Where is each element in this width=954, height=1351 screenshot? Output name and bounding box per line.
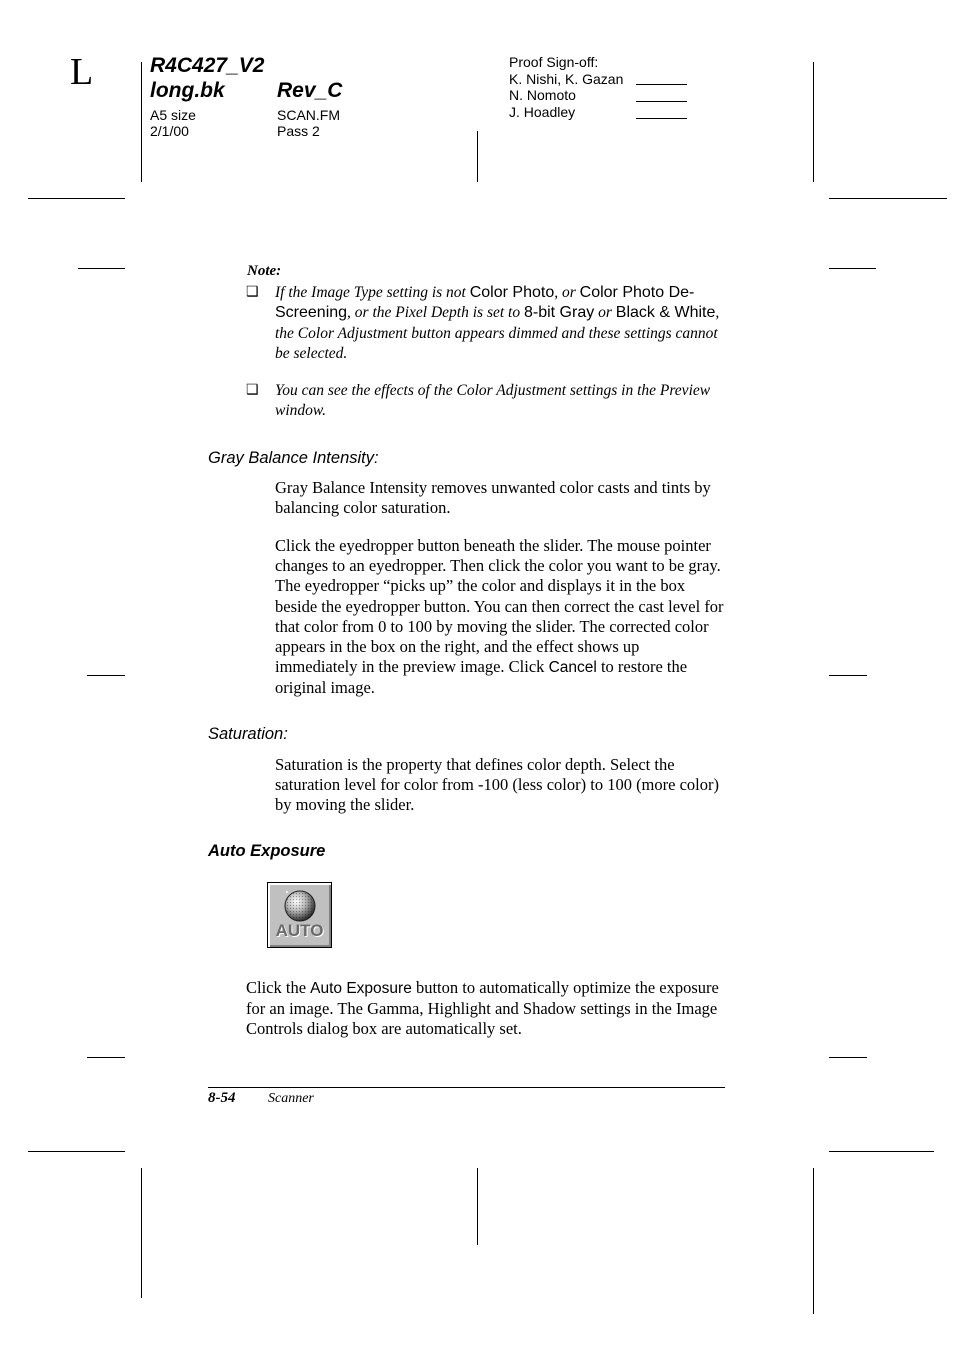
signoff-line-1 xyxy=(636,84,687,85)
note-item-1 xyxy=(275,283,725,364)
crop-mark-right-3 xyxy=(829,1057,867,1058)
revision: Rev_C xyxy=(277,79,343,102)
corner-letter: L xyxy=(70,51,94,93)
signoff-title: Proof Sign-off: xyxy=(509,54,599,70)
ui-term-black-white: Black & White xyxy=(615,304,716,322)
ui-term-cancel: Cancel xyxy=(548,659,597,677)
crop-mark-bottom-left-vertical xyxy=(141,1168,142,1298)
crop-mark-top-left-horizontal xyxy=(28,198,125,199)
note-item-2: You can see the effects of the Color Adjustment settings in the Preview window. xyxy=(275,382,711,420)
crop-mark-right-2 xyxy=(829,675,867,676)
auto-exposure-button[interactable] xyxy=(267,882,332,948)
doc-code: R4C427_V2 xyxy=(150,54,265,77)
crop-mark-left-2 xyxy=(87,675,125,676)
note-item-1-text-5: , the Color Adjustment button appears dimmed and these settings cannot be selected. xyxy=(275,304,720,362)
ui-term-color-photo-descreening: Color Photo De-Screening xyxy=(275,284,695,322)
note-bullet-1: ❑ xyxy=(246,285,259,300)
crop-mark-top-left-vertical xyxy=(141,62,142,182)
gray-balance-para-1: Gray Balance Intensity removes unwanted color casts and tints by balancing color saturation. xyxy=(275,478,711,518)
gray-balance-heading: Gray Balance Intensity: xyxy=(208,449,379,467)
auto-exposure-para-text-a: Click the xyxy=(246,978,311,997)
note-bullet-2: ❑ xyxy=(246,383,259,398)
auto-exposure-ball-icon xyxy=(283,889,317,923)
crop-mark-bottom-center-vertical xyxy=(477,1168,478,1245)
pass-number: Pass 2 xyxy=(277,123,320,139)
saturation-para: Saturation is the property that defines color depth. Select the saturation level for color from -100 (less color) to 100 (more color) by moving the slider. xyxy=(275,755,719,815)
crop-mark-top-center-vertical xyxy=(477,131,478,182)
book-name: long.bk xyxy=(150,79,225,102)
note-item-1-text-1: If the Image Type setting is not xyxy=(275,284,470,301)
note-item-1-text-2: , or xyxy=(554,284,580,301)
saturation-heading: Saturation: xyxy=(208,725,288,743)
signoff-line-3 xyxy=(636,118,687,119)
gray-balance-para-2 xyxy=(275,536,725,699)
crop-mark-bottom-left-horizontal xyxy=(28,1151,125,1152)
crop-mark-bottom-right-horizontal xyxy=(829,1151,934,1152)
signoff-name-2: N. Nomoto xyxy=(509,87,576,103)
gray-balance-para-2-text-a: Click the eyedropper button beneath the slider. The mouse pointer changes to an eyedropper. Then click the color you want to be gray. The eyedropper “picks up” the color and displays it in the box beside the eyedropper button. You can then correct the cast level for that color from 0 to 100 by moving the slider. The corrected color appears in the box on the right, and the effect shows up immediately in the preview image. Click xyxy=(275,536,724,677)
auto-exposure-heading: Auto Exposure xyxy=(208,842,326,860)
crop-mark-top-right-vertical xyxy=(813,62,814,182)
crop-mark-left-1 xyxy=(78,268,125,269)
crop-mark-top-right-horizontal xyxy=(829,198,947,199)
chapter-name: Scanner xyxy=(268,1091,314,1106)
auto-exposure-para xyxy=(246,978,726,1040)
crop-mark-left-3 xyxy=(87,1057,125,1058)
page-size: A5 size xyxy=(150,107,196,123)
note-item-1-text-3: , or the Pixel Depth is set to xyxy=(347,304,524,322)
crop-mark-bottom-right-vertical xyxy=(813,1168,814,1314)
gray-balance-para-2-text-b: to restore the original image. xyxy=(275,657,688,698)
ui-term-auto-exposure: Auto Exposure xyxy=(310,980,412,997)
auto-button-label: AUTO xyxy=(275,921,324,940)
signoff-name-1: K. Nishi, K. Gazan xyxy=(509,71,624,87)
page-number: 8-54 xyxy=(208,1090,236,1106)
crop-mark-right-1 xyxy=(829,268,876,269)
footer-rule xyxy=(208,1087,725,1088)
signoff-line-2 xyxy=(636,101,687,102)
ui-term-color-photo: Color Photo xyxy=(469,284,555,301)
signoff-name-3: J. Hoadley xyxy=(509,104,576,120)
doc-date: 2/1/00 xyxy=(150,123,189,139)
note-item-1-text-4: or xyxy=(594,304,616,322)
ui-term-8bit-gray: 8-bit Gray xyxy=(523,304,595,322)
file-name: SCAN.FM xyxy=(277,107,340,123)
auto-exposure-para-text-b: button to automatically optimize the exposure for an image. The Gamma, Highlight and Shadow settings in the Image Controls dialog box are automatically set. xyxy=(246,978,719,1039)
note-title: Note: xyxy=(247,263,282,279)
